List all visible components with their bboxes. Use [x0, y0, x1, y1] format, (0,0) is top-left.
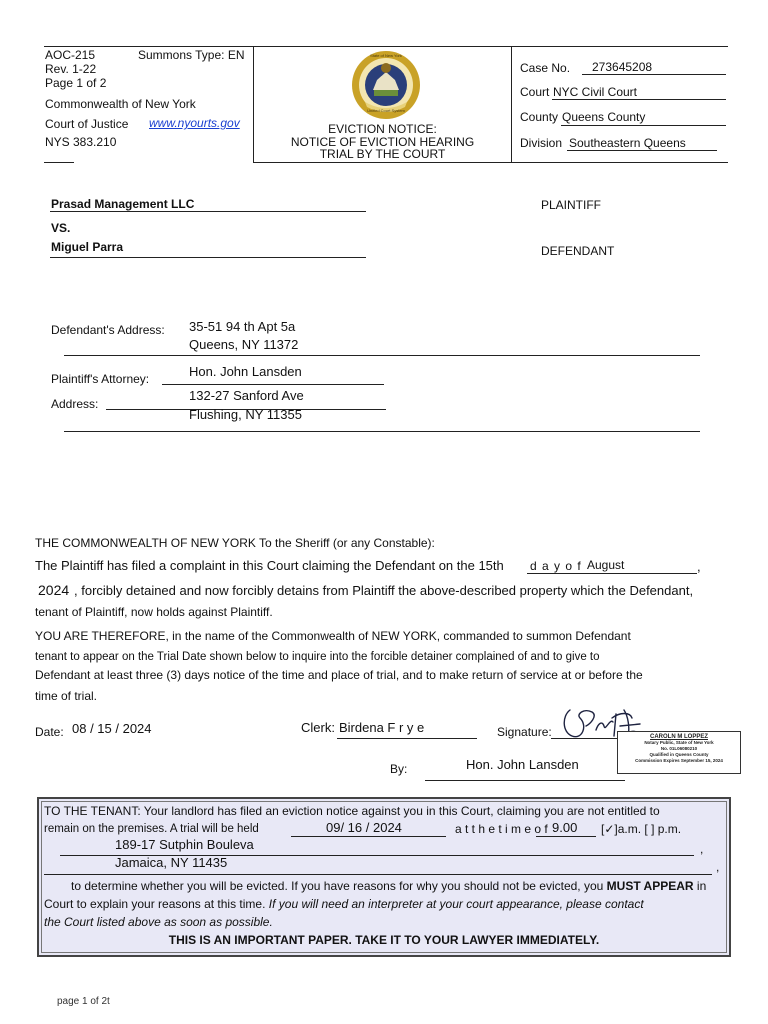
notary-line2: Notary Public, State of New York: [644, 740, 714, 745]
notary-line4: Qualified in Queens County: [649, 752, 709, 757]
body-line3: tenant of Plaintiff, now holds against Plaintiff.: [35, 605, 273, 619]
header-bottom-rule-right: [253, 162, 728, 163]
clerk-name: Birdena F r y e: [339, 720, 425, 735]
am-pm-choice: [✓]a.m. [ ] p.m.: [601, 822, 682, 836]
case-no-value: 273645208: [592, 60, 653, 74]
form-code: AOC-215: [45, 48, 96, 62]
trial-date-rule: [291, 836, 446, 837]
attorney-address-line1: 132-27 Sanford Ave: [189, 388, 304, 403]
jurisdiction-line1: Commonwealth of New York: [45, 97, 196, 111]
summons-type: Summons Type: EN: [138, 48, 245, 62]
trial-location-line1: 189-17 Sutphin Bouleva: [115, 837, 254, 852]
versus-label: VS.: [51, 221, 71, 235]
tenant-notice-line3: [71, 879, 706, 893]
body-line5: tenant to appear on the Trial Date shown below to inquire into the forcible detainer complained of and to give to: [35, 651, 600, 663]
attorney-name: Hon. John Lansden: [189, 364, 302, 379]
body-line1: The Plaintiff has filed a complaint in this Court claiming the Defendant on the 15th: [35, 558, 504, 573]
plaintiff-label: PLAINTIFF: [541, 198, 602, 212]
seal-top-text: State of New York: [370, 53, 402, 58]
division-value: Southeastern Queens: [569, 136, 686, 150]
tenant-notice-line4: [44, 897, 644, 911]
line1-comma: ,: [697, 559, 701, 574]
defendant-address-rule: [64, 355, 700, 356]
day-of-text: d a y o f: [530, 559, 582, 573]
location-rule-2: [44, 874, 712, 875]
tenant-notice-line1: TO THE TENANT: Your landlord has filed an eviction notice against you in this Court, claiming you are not entitled to: [44, 804, 660, 818]
by-label: By:: [390, 762, 408, 776]
trial-location-line2: Jamaica, NY 11435: [115, 855, 228, 870]
attorney-name-rule: [162, 384, 384, 385]
attorney-label: Plaintiff's Attorney:: [51, 372, 150, 386]
county-label: County: [520, 110, 559, 124]
state-seal-icon: [351, 50, 421, 120]
defendant-label: DEFENDANT: [541, 244, 615, 258]
court-rule: [552, 99, 726, 100]
by-name: Hon. John Lansden: [466, 757, 579, 772]
notice-title-line2: NOTICE OF EVICTION HEARING: [290, 134, 475, 149]
header-bottom-rule-left: [44, 162, 74, 163]
body-line2: , forcibly detained and now forcibly detains from Plaintiff the above-described property which the Defendant,: [74, 583, 694, 598]
defendant-name: Miguel Parra: [51, 240, 124, 254]
clerk-rule: [337, 738, 477, 739]
court-website-link[interactable]: www.nyourts.gov: [149, 116, 240, 130]
attorney-address-label: Address:: [51, 397, 99, 411]
seal-bottom-text: Unified Court System: [367, 108, 405, 113]
tenant-notice-line2: remain on the premises. A trial will be held: [44, 823, 259, 835]
plaintiff-name: Prasad Management LLC: [51, 197, 195, 211]
case-no-rule: [582, 74, 726, 75]
interpreter-note: If you will need an interpreter at your court appearance, please contact: [268, 897, 644, 911]
court-value: NYC Civil Court: [553, 85, 638, 99]
tenant-notice-line3-start: to determine whether you will be evicted. If you have reasons for why you should not be evicted, you: [71, 879, 604, 893]
notice-title-line1: EVICTION NOTICE:: [328, 122, 437, 136]
must-appear: MUST APPEAR: [606, 879, 694, 893]
statute: NYS 383.210: [45, 135, 117, 149]
form-revision: Rev. 1-22: [45, 62, 97, 76]
body-line6: Defendant at least three (3) days notice of the time and place of trial, and to make return of service at or before the: [35, 668, 643, 682]
header-divider-right: [511, 46, 512, 162]
location-comma-2: ,: [716, 860, 720, 874]
court-label: Court: [520, 85, 550, 99]
plaintiff-rule: [50, 211, 366, 212]
defendant-rule: [50, 257, 366, 258]
clerk-label: Clerk:: [301, 720, 335, 735]
signature-label: Signature:: [497, 725, 552, 739]
attorney-section-rule: [64, 431, 700, 432]
important-notice: THIS IS AN IMPORTANT PAPER. TAKE IT TO YOUR LAWYER IMMEDIATELY.: [168, 933, 600, 947]
notary-stamp: [617, 731, 741, 774]
defendant-address-line1: 35-51 94 th Apt 5a: [189, 319, 296, 334]
notice-title-line3: TRIAL BY THE COURT: [319, 147, 446, 161]
county-value: Queens County: [562, 110, 646, 124]
salutation: THE COMMONWEALTH OF NEW YORK To the Sheriff (or any Constable):: [35, 536, 435, 550]
at-time-of-text: a t t h e t i m e o f: [455, 822, 548, 836]
date-value: 08 / 15 / 2024: [72, 721, 152, 736]
division-label: Division: [520, 136, 563, 150]
case-no-label: Case No.: [520, 61, 571, 75]
tenant-notice-line4-start: Court to explain your reasons at this time.: [44, 897, 266, 911]
notary-line3: No. 01L06080210: [660, 746, 698, 751]
location-comma-1: ,: [700, 842, 704, 856]
attorney-address-line2: Flushing, NY 11355: [189, 407, 302, 422]
county-rule: [561, 125, 726, 126]
division-rule: [567, 150, 717, 151]
date-label: Date:: [35, 725, 64, 739]
jurisdiction-line2: Court of Justice: [45, 117, 129, 131]
trial-date: 09/ 16 / 2024: [326, 820, 402, 835]
notary-line5: Commission Expires September 15, 2024: [635, 758, 723, 763]
notice-title: [254, 123, 511, 161]
body-line7: time of trial.: [35, 689, 98, 703]
defendant-address-label: Defendant's Address:: [51, 323, 165, 337]
trial-time: 9.00: [552, 820, 578, 835]
form-page: Page 1 of 2: [45, 76, 107, 90]
trial-time-rule: [536, 836, 596, 837]
year-value: 2024: [38, 582, 70, 598]
month-value: August: [587, 558, 625, 572]
by-rule: [425, 780, 625, 781]
header-top-rule: [44, 46, 728, 47]
tenant-notice-line3-end: in: [696, 879, 707, 893]
tenant-notice-line5: the Court listed above as soon as possible.: [44, 915, 273, 929]
body-line4: YOU ARE THEREFORE, in the name of the Commonwealth of NEW YORK, commanded to summon Defendant: [35, 629, 631, 643]
notary-name: CAROLN M LOPPEZ: [650, 734, 708, 740]
defendant-address-line2: Queens, NY 11372: [189, 337, 299, 352]
footer-page-note: page 1 of 2t: [57, 996, 110, 1007]
date-rule: [527, 573, 697, 574]
